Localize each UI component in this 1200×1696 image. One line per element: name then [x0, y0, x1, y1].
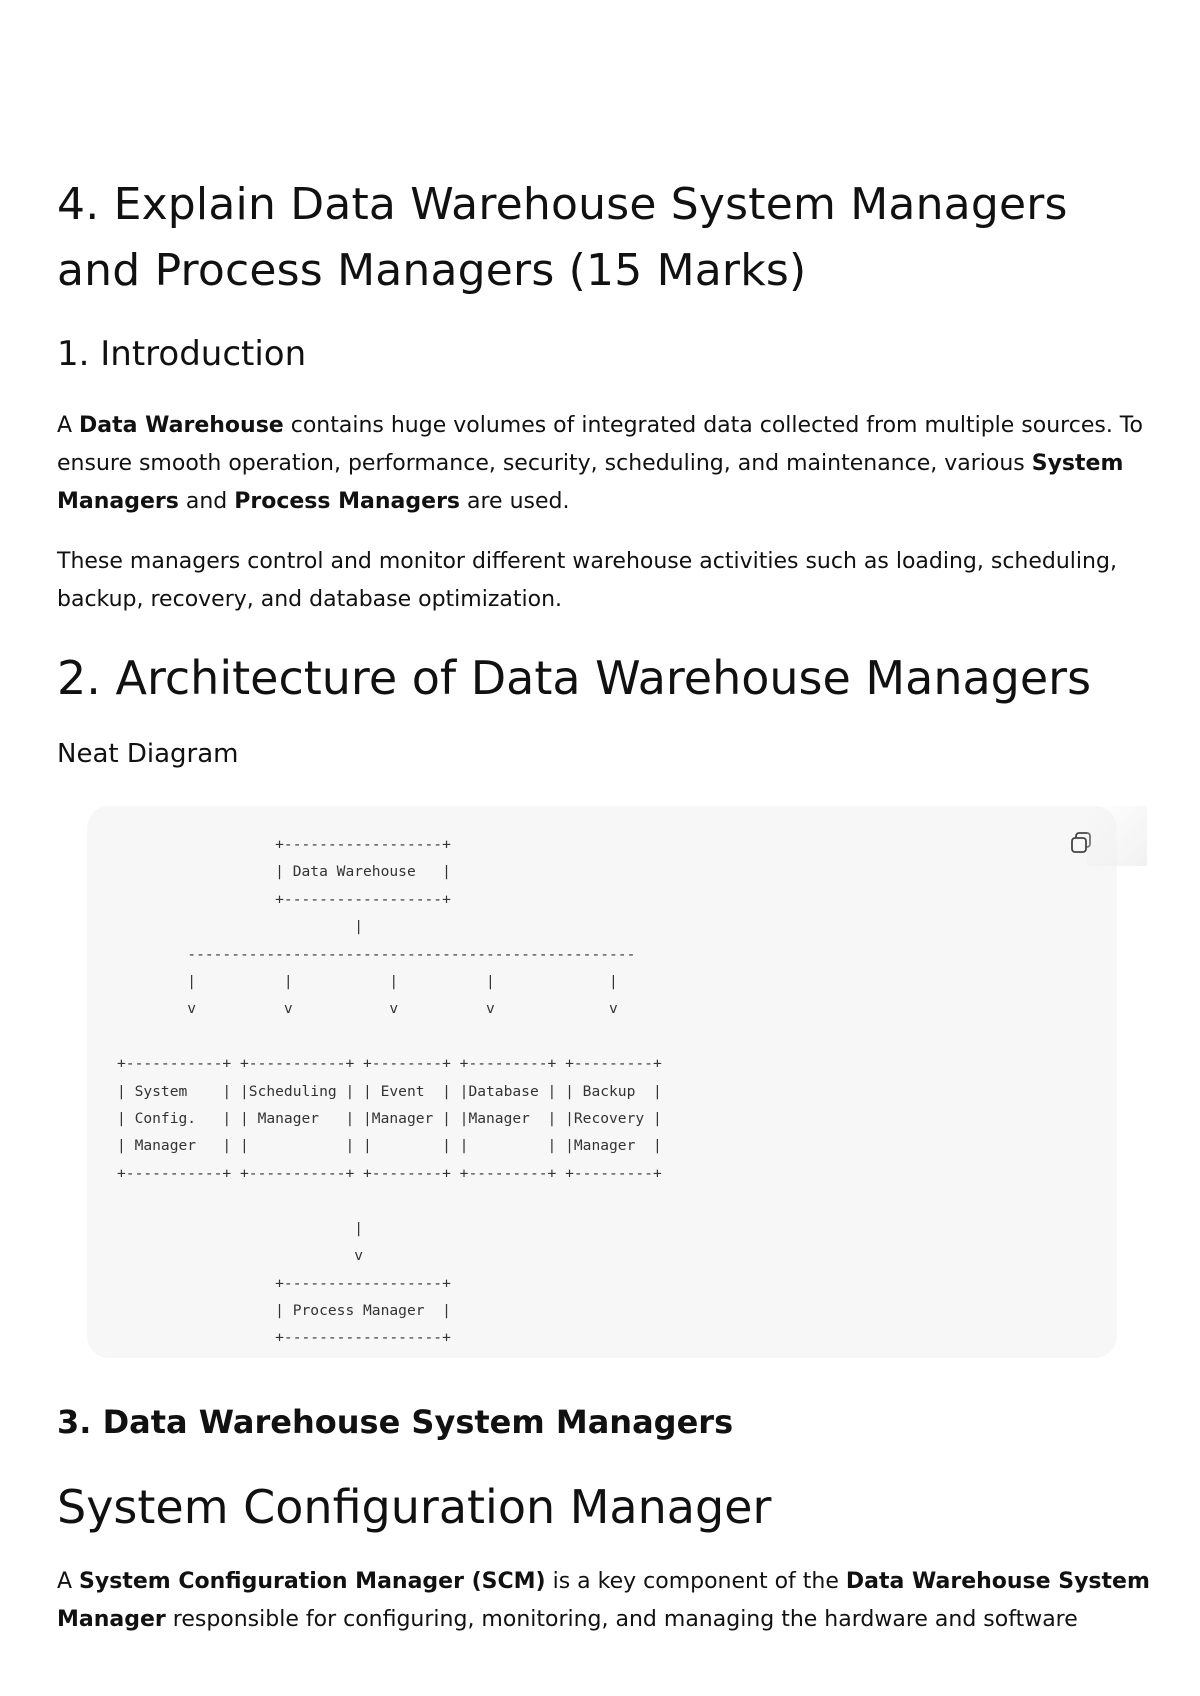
diagram-label: Neat Diagram [57, 739, 239, 769]
system-configuration-manager-heading: System Configuration Manager [57, 1480, 772, 1534]
introduction-paragraph-2: These managers control and monitor different warehouse activities such as loading, scheduling, backup, recovery, and database optimization. [57, 549, 1117, 612]
introduction-heading: 1. Introduction [57, 334, 307, 374]
ascii-diagram: +------------------+ | Data Warehouse | +------------------+ | --------------------------------------------------- | | | | | v v v v v +-----------+ +-----------+ +--------+ +---------+ +---------+ | System | |Scheduling | | Event | |Database | | Backup | | Config. | | Manager | |Manager | |Manager | |Recovery | | Manager | | | | | | | |Manager | +-----------+ +-----------+ +--------+ +---------+ +---------+ | v +------------------+ | Process Manager | +------------------+ [117, 836, 662, 1347]
scm-paragraph: A System Configuration Manager (SCM) is a key component of the Data Warehouse System Manager responsible for configuring, monitoring, and managing the hardware and software [57, 1569, 1150, 1632]
architecture-heading: 2. Architecture of Data Warehouse Managers [57, 651, 1092, 705]
copy-icon[interactable] [1069, 830, 1095, 856]
page-title: 4. Explain Data Warehouse System Managers and Process Managers (15 Marks) [57, 179, 1068, 296]
introduction-paragraph-1: A Data Warehouse contains huge volumes of integrated data collected from multiple sources. To ensure smooth operation, performance, security, scheduling, and maintenance, various System Managers and Process Managers are used. [57, 413, 1143, 514]
code-block [87, 806, 1117, 1358]
system-managers-heading: 3. Data Warehouse System Managers [57, 1403, 734, 1441]
